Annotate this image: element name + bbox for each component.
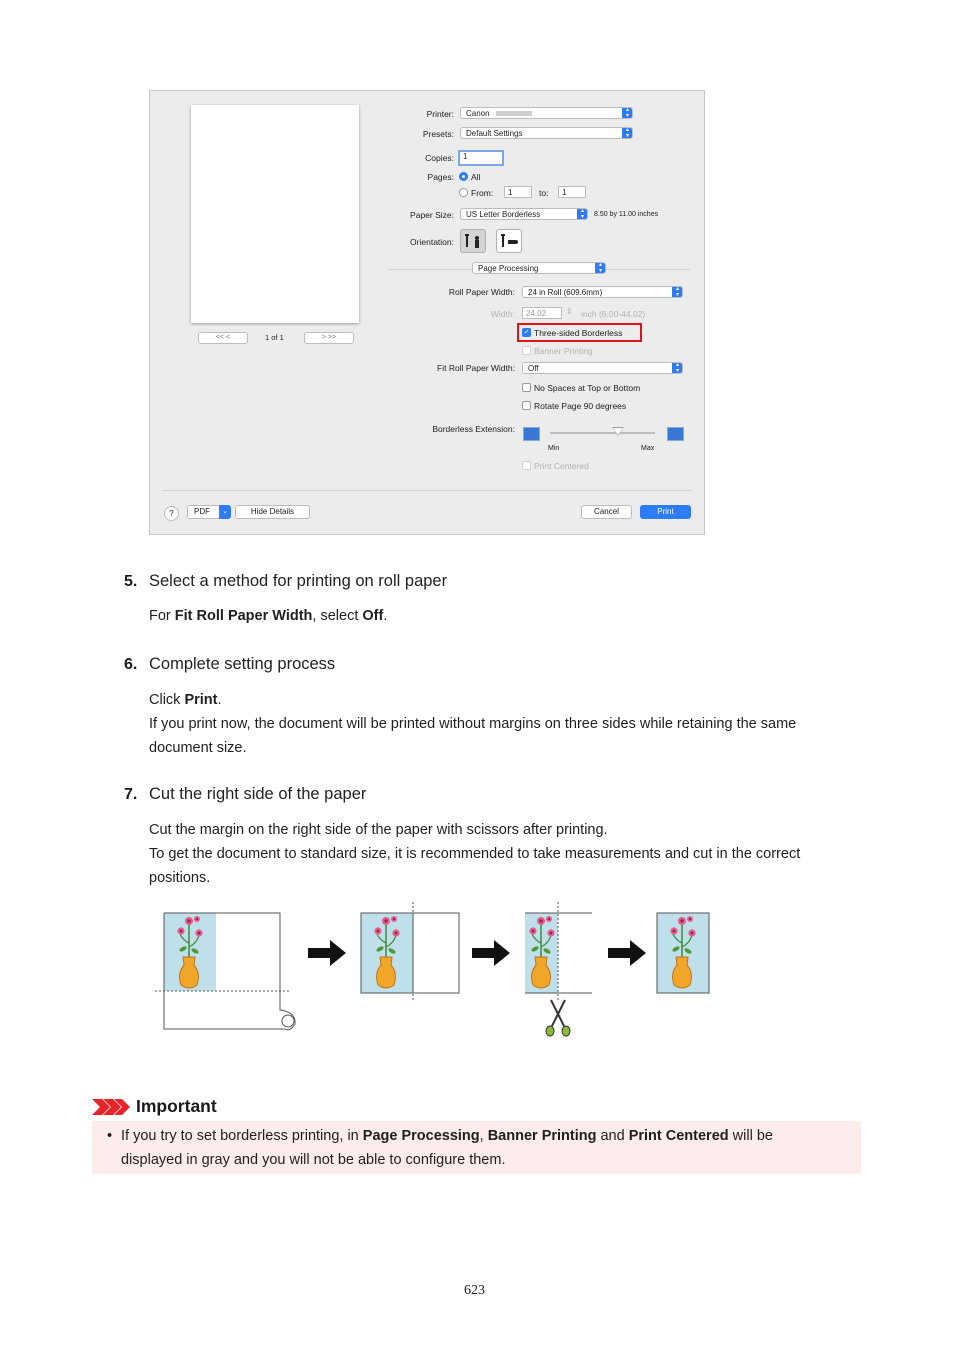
banner-printing-label: Banner Printing [534,346,593,356]
off-term: Off [362,608,384,624]
text-run: For [149,608,175,624]
printer-popup[interactable] [460,107,633,119]
landscape-orientation-icon [497,230,521,252]
portrait-orientation-icon [461,230,485,252]
print-centered-term: Print Centered [628,1128,729,1144]
cutting-illustration [150,900,720,1045]
page-number: 623 [464,1283,485,1298]
text-run: . [383,608,388,624]
three-sided-checkbox[interactable]: ✓ [523,329,530,336]
pages-to-label: to: [539,188,549,198]
no-spaces-checkbox[interactable] [522,383,531,392]
help-button[interactable] [164,506,179,521]
step-6-title: Complete setting process [149,655,336,673]
bottom-separator [162,490,692,491]
panel-cutting [525,902,592,1036]
min-extension-icon [523,427,540,441]
chevron-updown-icon: ▴ ▾ [672,286,683,298]
slider-max-label: Max [641,445,655,452]
important-heading: Important [136,1096,217,1116]
chevron-updown-icon: ▴ ▾ [672,362,683,374]
width-field: 24.02 [522,307,562,319]
paper-size-label: Paper Size: [410,210,454,220]
orientation-label: Orientation: [410,237,454,247]
banner-printing-term: Banner Printing [487,1128,597,1144]
paper-size-value: US Letter Borderless [466,210,541,219]
step-5-title: Select a method for printing on roll paper [149,572,448,590]
page-counter: 1 of 1 [265,333,284,342]
text-run: and [596,1128,629,1144]
section-popup-value: Page Processing [478,264,539,273]
important-chevrons-icon [92,1098,132,1116]
rotate-label: Rotate Page 90 degrees [534,401,627,411]
step-5-number: 5. [124,573,138,590]
print-dialog-screenshot [149,90,705,535]
pages-all-label: All [471,172,481,182]
important-box [92,1121,861,1174]
max-extension-icon [667,427,684,441]
pages-from-field[interactable]: 1 [504,186,532,198]
page-processing-term: Page Processing [362,1128,480,1144]
printer-label: Printer: [426,109,454,119]
chevron-updown-icon: ▴ ▾ [622,107,633,119]
copies-label: Copies: [425,153,454,163]
print-centered-checkbox [522,461,531,470]
step-7-title: Cut the right side of the paper [149,785,367,803]
banner-printing-checkbox [522,346,531,355]
pdf-button[interactable] [187,505,231,519]
text-run: , select [312,608,363,624]
panel-printed-sheet [361,902,459,1000]
print-centered-label: Print Centered [534,461,589,471]
step-6-line-3: document size. [149,740,247,756]
width-stepper: ⇕ [566,307,573,316]
print-term: Print [184,692,218,708]
section-popup[interactable] [472,262,606,274]
portrait-orientation-button[interactable] [460,229,486,253]
presets-label: Presets: [422,129,454,139]
page-forward-buttons[interactable]: > >> [304,332,354,344]
step-6-line-2: If you print now, the document will be printed without margins on three sides while retaining the same [149,716,797,732]
paper-size-popup[interactable] [460,208,588,220]
important-bullet: • [107,1128,113,1144]
chevron-updown-icon: ▴ ▾ [577,208,588,220]
step-6-number: 6. [124,656,138,673]
pages-to-field[interactable]: 1 [558,186,586,198]
pages-all-radio[interactable] [459,172,468,181]
step-6-line-1 [149,688,796,712]
step-6-body [149,688,796,760]
scissors-icon [546,1000,570,1036]
fit-roll-label: Fit Roll Paper Width: [437,363,515,373]
pages-from-radio[interactable] [459,188,468,197]
landscape-orientation-button[interactable] [496,229,522,253]
cancel-button[interactable]: Cancel [581,505,632,519]
pages-label: Pages: [427,172,454,182]
step-5-body [149,604,387,628]
chevron-updown-icon: ▴ ▾ [595,262,606,274]
step-7-line-1: Cut the margin on the right side of the paper with scissors after printing. [149,822,608,838]
pages-from-label: From: [471,188,494,198]
arrow-right-icon [608,940,646,966]
chevron-updown-icon: ▴ ▾ [622,127,633,139]
dropdown-chevron-icon: ⌄ [219,505,231,519]
step-7-line-3: positions. [149,870,211,886]
step-7-body [149,818,800,890]
printer-model-redacted [496,111,532,116]
text-run: will be [728,1128,773,1144]
step-7-number: 7. [124,786,138,803]
width-label: Width: [490,309,515,319]
presets-popup[interactable] [460,127,633,139]
text-run: Click [149,692,185,708]
important-line-1 [121,1124,773,1148]
fit-roll-term: Fit Roll Paper Width [174,608,313,624]
width-range: inch (6.00-44.02) [581,309,646,319]
text-run: . [217,692,222,708]
text-run: If you try to set borderless printing, in [121,1128,363,1144]
extension-slider-track[interactable] [550,432,655,434]
panel-roll-paper [155,913,295,1030]
copies-field[interactable]: 1 [458,150,504,166]
roll-width-popup[interactable] [522,286,683,298]
arrow-right-icon [308,940,346,966]
panel-final-sheet [657,913,709,993]
fit-roll-value: Off [528,364,539,373]
borderless-ext-label: Borderless Extension: [432,424,515,434]
slider-min-label: Min [548,445,560,452]
roll-width-label: Roll Paper Width: [448,287,515,297]
important-line-2: displayed in gray and you will not be able to configure them. [121,1152,506,1168]
presets-value: Default Settings [466,129,523,138]
important-text [121,1124,773,1172]
fit-roll-popup[interactable] [522,362,683,374]
text-run: , [479,1128,488,1144]
step-7-line-2: To get the document to standard size, it is recommended to take measurements and cut in the correct [149,846,801,862]
extension-slider-thumb[interactable] [612,427,624,436]
arrow-right-icon [472,940,510,966]
page-back-buttons[interactable]: << < [198,332,248,344]
print-button[interactable]: Print [640,505,691,519]
roll-width-value: 24 in Roll (609.6mm) [528,288,603,297]
question-icon: ? [169,509,174,518]
hide-details-button[interactable]: Hide Details [235,505,310,519]
paper-size-dimensions: 8.50 by 11.00 inches [594,211,659,218]
rotate-checkbox[interactable] [522,401,531,410]
no-spaces-label: No Spaces at Top or Bottom [534,383,641,393]
printer-value: Canon [466,109,490,118]
three-sided-label: Three-sided Borderless [534,328,623,338]
pdf-button-label: PDF [194,507,210,516]
